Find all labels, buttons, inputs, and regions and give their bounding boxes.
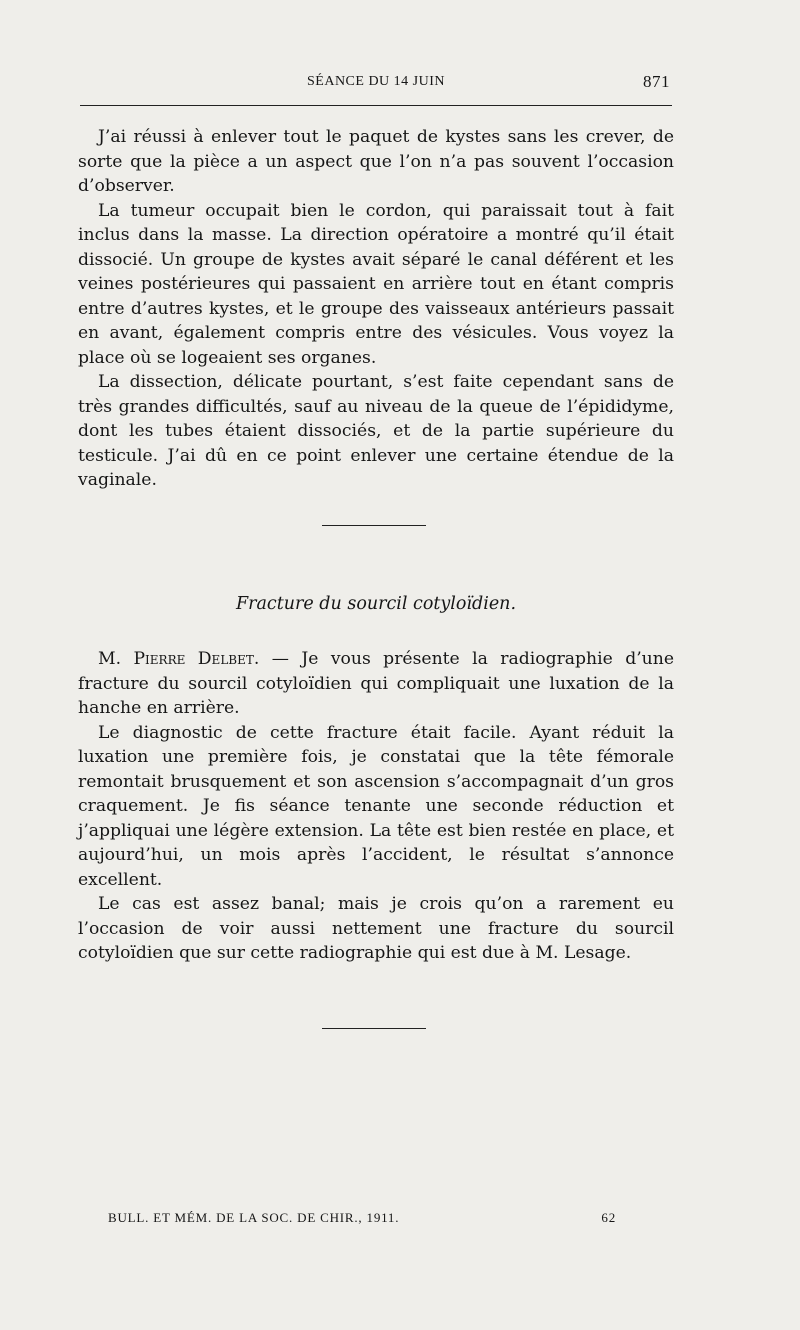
paragraph-text: — Je vous présente la radiographie d’une fracture du sourcil cotyloïdien qui compliquait une luxation de la hanche en arrière.: [78, 649, 674, 718]
paragraph: [78, 647, 674, 721]
footer-signature-number: 62: [601, 1210, 616, 1225]
page-number: 871: [643, 72, 670, 91]
paragraph: J’ai réussi à enlever tout le paquet de kystes sans les crever, de sorte que la pièce a un aspect que l’on n’a pas souvent l’occasion d’observer.: [78, 127, 674, 196]
text-block-fracture: [78, 647, 674, 966]
end-divider: [322, 1028, 426, 1029]
paragraph: La dissection, délicate pourtant, s’est faite cependant sans de très grandes difficultés, sauf au niveau de la queue de l’épididyme, dont les tubes étaient dissociés, et de la partie supérieure du testicule. J’ai dû en ce point enlever une certaine étendue de la vaginale.: [78, 372, 674, 490]
section-title: Fracture du sourcil cotyloïdien.: [235, 594, 517, 614]
paragraph: La tumeur occupait bien le cordon, qui paraissait tout à fait inclus dans la masse. La direction opératoire a montré qu’il était dissocié. Un groupe de kystes avait séparé le canal déférent et les veines postérieures qui passaient en arrière tout en étant compris entre d’autres kystes, et le groupe des vaisseaux antérieurs passait en avant, également compris entre des vésicules. Vous voyez la place où se logeaient ses organes.: [78, 200, 674, 368]
header-rule: [80, 105, 672, 106]
running-head: [80, 72, 672, 96]
paragraph: Le cas est assez banal; mais je crois qu’on a rarement eu l’occasion de voir aussi nettement une fracture du sourcil cotyloïdien que sur cette radiographie qui est due à M. Lesage.: [78, 894, 674, 963]
paragraph: Le diagnostic de cette fracture était facile. Ayant réduit la luxation une première fois, je constatai que la tête fémorale remontait brusquement et son ascension s’accompagnait d’un gros craquement. Je fis séance tenante une seconde réduction et j’appliquai une légère extension. La tête est bien restée en place, et aujourd’hui, un mois après l’accident, le résultat s’annonce excellent.: [78, 722, 674, 890]
running-head-title: SÉANCE DU 14 JUIN: [307, 74, 445, 89]
speaker-name: M. Pierre Delbet.: [98, 649, 260, 669]
text-block-cyst-report: [78, 125, 674, 493]
section-divider: [322, 525, 426, 526]
footer-signature: BULL. ET MÉM. DE LA SOC. DE CHIR., 1911.: [108, 1210, 400, 1225]
